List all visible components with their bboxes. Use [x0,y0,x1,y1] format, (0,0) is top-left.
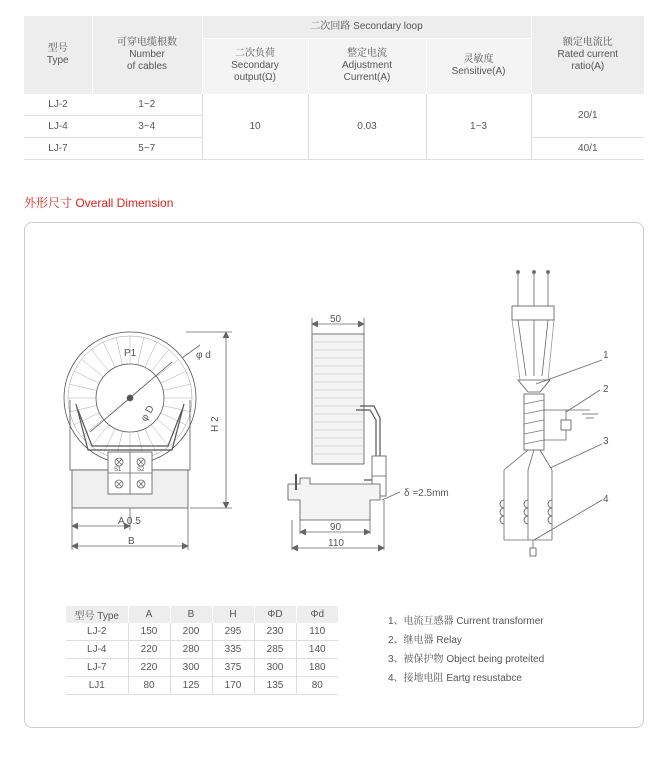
table-row [66,659,338,677]
label-delta: δ =2.5mm [404,488,449,499]
dim-header: 型号 Type [66,606,128,623]
dim-cell: 220 [128,641,170,659]
legend-item: 4、接地电阻 Eartg resustabce [388,673,522,684]
dim-cell: 220 [128,659,170,677]
cell-type: LJ-2 [24,94,92,116]
dim-cell: 335 [212,641,254,659]
label-a05: A 0.5 [118,516,141,527]
dim-cell: 150 [128,623,170,641]
dim-cell: 230 [254,623,296,641]
dim-header: B [170,606,212,623]
cell-cables: 3~4 [92,116,202,138]
dim-cell: 200 [170,623,212,641]
table-row [66,623,338,641]
dim-cell: LJ1 [66,677,128,695]
header-output: 二次负荷 Secondary output(Ω) [202,38,308,94]
dim-cell: 285 [254,641,296,659]
dim-cell: 295 [212,623,254,641]
dim-cell: 180 [296,659,338,677]
label-50: 50 [330,314,342,325]
label-phi-d: φ d [196,350,211,361]
dim-cell: 140 [296,641,338,659]
cell-adjust: 0.03 [308,94,426,160]
dim-cell: 170 [212,677,254,695]
cell-cables: 1~2 [92,94,202,116]
table-row [66,641,338,659]
front-view [64,332,232,550]
label-n1: 1 [603,350,609,361]
header-cables: 可穿电缆根数 Number of cables [92,16,202,94]
label-b: B [128,536,135,547]
dim-cell: 375 [212,659,254,677]
cell-cables: 5~7 [92,138,202,160]
header-secondary-loop: 二次回路 Secondary loop [202,16,531,38]
dim-cell: 80 [128,677,170,695]
dim-header: A [128,606,170,623]
dim-cell: 80 [296,677,338,695]
cell-type: LJ-4 [24,116,92,138]
label-s2: S2 [137,467,145,473]
dim-cell: 300 [254,659,296,677]
dimension-table [66,606,338,695]
cell-rated: 20/1 [531,94,644,138]
side-view [288,318,400,551]
label-s1: S1 [114,467,122,473]
label-phi-D: φ D [139,403,157,424]
header-adjust: 整定电流 Adjustment Current(A) [308,38,426,94]
dim-cell: LJ-4 [66,641,128,659]
dim-cell: LJ-2 [66,623,128,641]
cell-type: LJ-7 [24,138,92,160]
dim-cell: 300 [170,659,212,677]
dim-cell: 135 [254,677,296,695]
label-h2: H 2 [210,416,221,432]
legend-item: 3、被保护物 Object being proteited [388,654,545,665]
dim-header: Φd [296,606,338,623]
dim-cell: 110 [296,623,338,641]
label-p1: P1 [124,348,137,359]
cell-output: 10 [202,94,308,160]
cell-sensitive: 1~3 [426,94,531,160]
label-90: 90 [330,522,342,533]
legend-item: 2、继电器 Relay [388,635,462,646]
legend [388,612,544,688]
wiring-schematic [500,271,602,557]
dim-header: H [212,606,254,623]
header-type: 型号 Type [24,16,92,94]
dim-cell: LJ-7 [66,659,128,677]
section-title: 外形尺寸 Overall Dimension [24,196,174,210]
dim-cell: 125 [170,677,212,695]
dimension-header-row [66,606,338,623]
label-n2: 2 [603,384,609,395]
cell-rated: 40/1 [531,138,644,160]
dim-header: ΦD [254,606,296,623]
label-110: 110 [328,538,344,549]
dim-cell: 280 [170,641,212,659]
legend-item: 1、电流互感器 Current transformer [388,616,544,627]
header-rated: 额定电流比 Rated current ratio(A) [531,16,644,94]
header-sensitive: 灵敏度 Sensitive(A) [426,38,531,94]
label-n3: 3 [603,436,609,447]
table-row [66,677,338,695]
label-n4: 4 [603,494,609,505]
